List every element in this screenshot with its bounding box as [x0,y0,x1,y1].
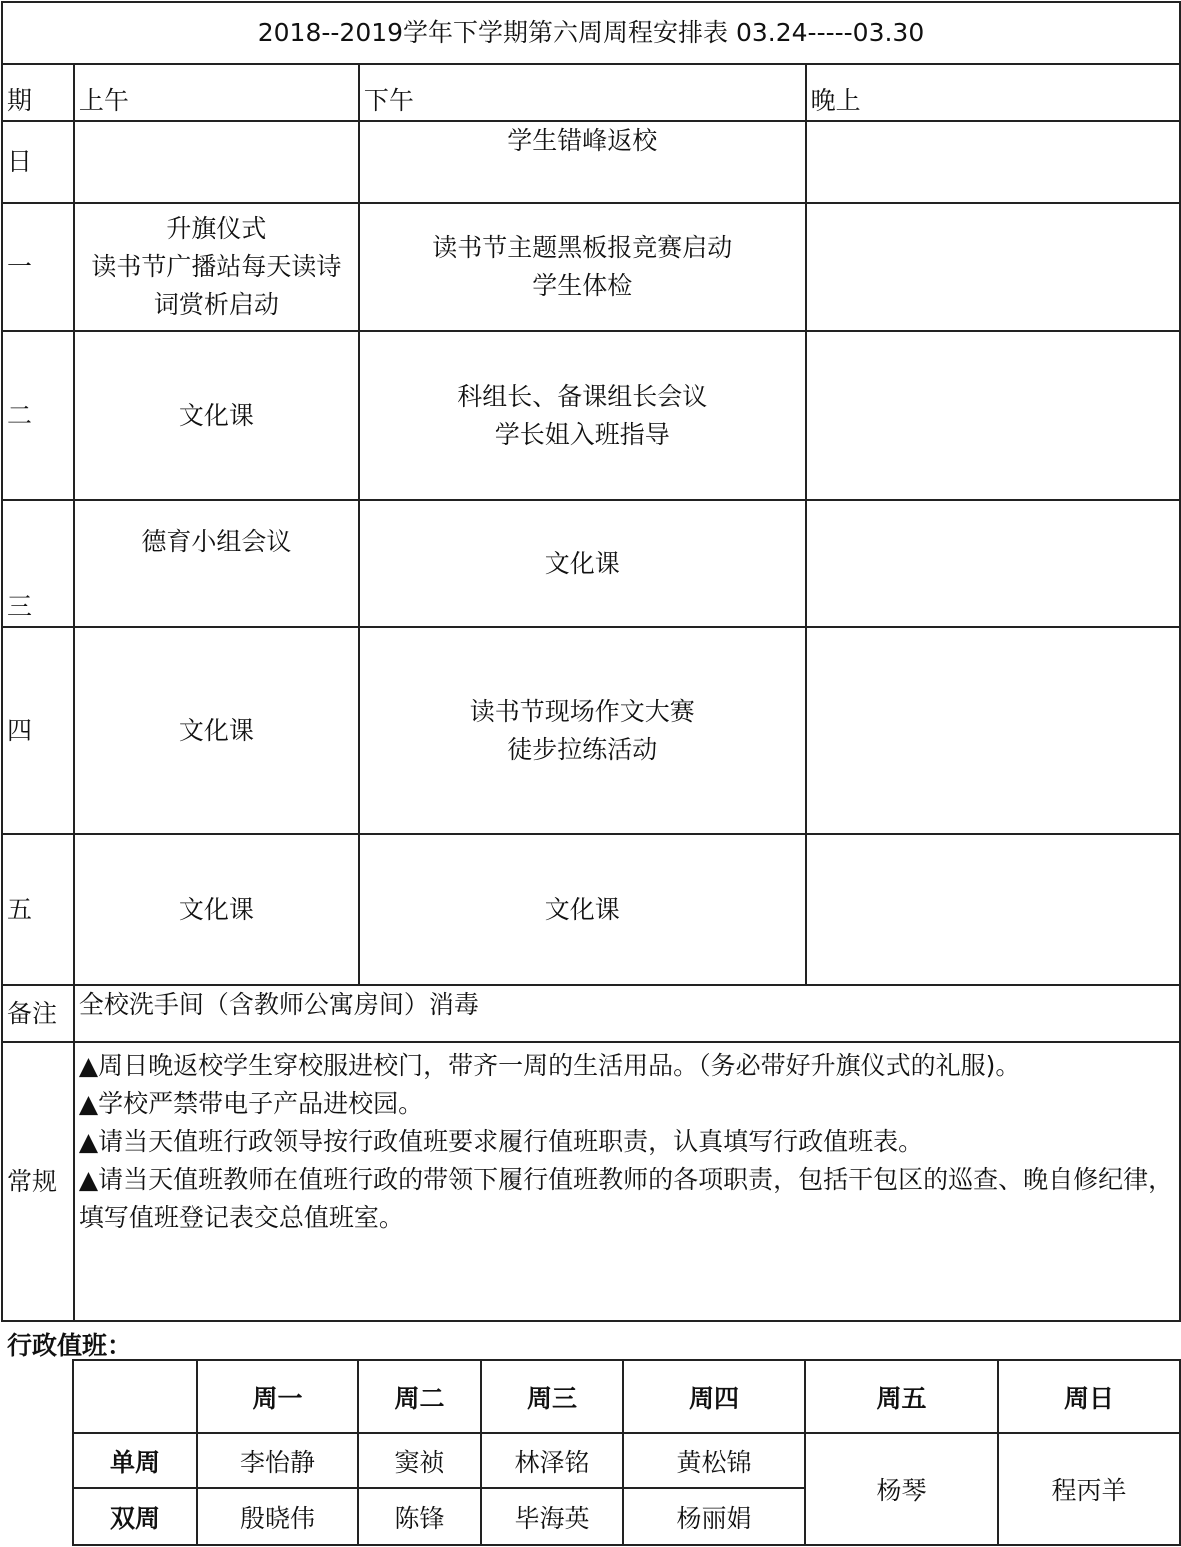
table-row [73,1433,1180,1488]
morning-cell [74,627,359,834]
event-text: 文化课 [178,715,254,745]
duty-person: 毕海英 [481,1488,623,1545]
duty-person: 殷晓伟 [197,1488,358,1545]
day-label: 二 [2,331,74,500]
event-text: 科组长、备课组长会议 [457,381,708,411]
afternoon-cell [359,331,806,500]
day-label: 一 [2,203,74,331]
duty-heading: 行政值班： [7,1331,133,1360]
duty-person: 陈锋 [358,1488,481,1545]
event-text: 文化课 [178,400,254,430]
evening-cell [806,627,1180,834]
remarks-row [2,985,1180,1042]
afternoon-cell [359,203,806,331]
event-text: 读书节主题黑板报竞赛启动 [432,233,733,262]
duty-person-friday: 杨琴 [805,1433,998,1545]
table-row [2,500,1180,627]
afternoon-cell [359,500,806,627]
morning-cell [74,121,359,203]
day-label: 三 [2,500,74,627]
evening-cell [806,331,1180,500]
duty-day-header: 周日 [998,1360,1180,1433]
duty-day-header: 周五 [805,1360,998,1433]
event-text: 读书节广播站每天读诗 [91,252,342,281]
event-text: 徒步拉练活动 [507,734,658,764]
routine-item: ▲请当天值班教师在值班行政的带领下履行值班教师的各项职责，包括干包区的巡查、晚自修纪律，填写值班登记表交总值班室。 [78,1165,1174,1232]
duty-day-header: 周二 [358,1360,481,1433]
duty-person: 窦祯 [358,1433,481,1488]
duty-table [72,1359,1181,1546]
evening-cell [806,203,1180,331]
day-label: 五 [2,834,74,985]
duty-day-header: 周三 [481,1360,623,1433]
table-row [2,834,1180,985]
routine-item: ▲请当天值班行政领导按行政值班要求履行值班职责，认真填写行政值班表。 [78,1127,924,1156]
header-afternoon: 下午 [359,64,806,121]
afternoon-cell [359,627,806,834]
duty-person: 杨丽娟 [623,1488,805,1545]
table-row [2,627,1180,834]
weekly-schedule-table [1,1,1181,1322]
routine-notes [74,1042,1180,1321]
morning-cell [74,331,359,500]
afternoon-cell [359,121,806,203]
duty-person: 林泽铭 [481,1433,623,1488]
event-text: 学长姐入班指导 [494,419,670,449]
event-text: 德育小组会议 [141,527,292,556]
day-label: 日 [2,121,74,203]
duty-person: 黄松锦 [623,1433,805,1488]
table-row [2,121,1180,203]
day-label: 四 [2,627,74,834]
routine-row [2,1042,1180,1321]
header-period: 期 [2,64,74,121]
afternoon-cell [359,834,806,985]
evening-cell [806,121,1180,203]
routine-label: 常规 [2,1042,74,1321]
event-text: 读书节现场作文大赛 [469,696,695,726]
duty-person: 李怡静 [197,1433,358,1488]
duty-day-header: 周一 [197,1360,358,1433]
event-text: 学生错峰返校 [507,126,658,155]
single-week-label: 单周 [73,1433,197,1488]
event-text: 升旗仪式 [166,214,267,243]
morning-cell [74,203,359,331]
routine-item: ▲周日晚返校学生穿校服进校门，带齐一周的生活用品。（务必带好升旗仪式的礼服)。 [78,1051,1021,1080]
event-text: 文化课 [178,894,254,924]
routine-item: ▲学校严禁带电子产品进校园。 [78,1089,424,1118]
remarks-label: 备注 [2,985,74,1042]
event-text: 学生体检 [532,271,633,300]
header-evening: 晚上 [806,64,1180,121]
duty-person-sunday: 程丙羊 [998,1433,1180,1545]
evening-cell [806,834,1180,985]
schedule-title: 2018--2019学年下学期第六周周程安排表 03.24-----03.30 [2,2,1180,64]
header-morning: 上午 [74,64,359,121]
morning-cell [74,500,359,627]
morning-cell [74,834,359,985]
table-row [2,203,1180,331]
duty-corner [73,1360,197,1433]
duty-day-header: 周四 [623,1360,805,1433]
event-text: 文化课 [544,548,620,578]
double-week-label: 双周 [73,1488,197,1545]
remarks-text: 全校洗手间（含教师公寓房间）消毒 [74,985,1180,1042]
event-text: 词赏析启动 [153,290,279,319]
event-text: 文化课 [544,894,620,924]
table-row [2,331,1180,500]
evening-cell [806,500,1180,627]
